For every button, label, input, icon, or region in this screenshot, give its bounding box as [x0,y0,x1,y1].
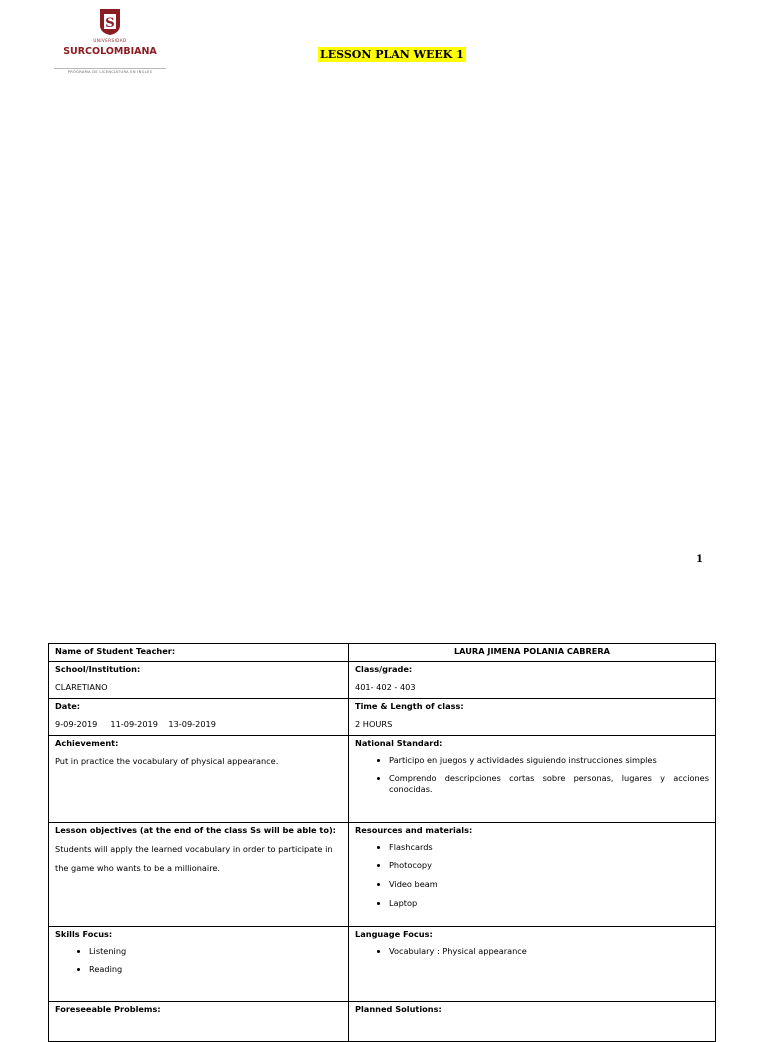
shield-icon [98,8,122,36]
skills-cell [49,927,349,1002]
logo-university-name: SURCOLOMBIANA [63,46,157,57]
time-value: 2 HOURS [355,718,393,729]
problems-label: Foreseeable Problems: [55,1004,161,1014]
university-logo [54,8,166,74]
list-item: • Comprendo descripciones cortas sobre personas, lugares y acciones conocidas. [389,773,709,794]
logo-program-text: PROGRAMA DE LICENCIATURA EN INGLÉS [67,70,153,74]
date-label: Date: [55,701,81,711]
problems-cell [49,1002,349,1042]
list-item: • Participo en juegos y actividades siguiendo instrucciones simples [389,755,709,766]
list-item: • Vocabulary : Physical appearance [389,946,709,957]
objectives-value: Students will apply the learned vocabulary in order to participate in the game who wants to be a millionaire. [55,843,333,874]
school-label: School/Institution: [55,664,141,674]
class-grade-label: Class/grade: [355,664,413,674]
language-label: Language Focus: [355,929,433,939]
date-cell [49,699,349,736]
objectives-label: Lesson objectives (at the end of the class Ss will be able to): [55,825,336,835]
resources-label: Resources and materials: [355,825,473,835]
table-row [49,823,716,927]
list-item: • Reading [89,964,342,975]
class-grade-cell [349,662,716,699]
language-cell [349,927,716,1002]
student-teacher-label-cell [49,644,349,662]
student-teacher-label: Name of Student Teacher: [55,646,176,656]
student-teacher-value-cell [349,644,716,662]
skills-list [55,946,342,975]
list-item: • Listening [89,946,342,957]
time-label: Time & Length of class: [355,701,464,711]
list-item: • Photocopy [389,860,709,871]
document-title: LESSON PLAN WEEK 1 [320,48,464,61]
table-row [49,1002,716,1042]
table-row [49,662,716,699]
table-row [49,644,716,662]
solutions-label: Planned Solutions: [355,1004,442,1014]
table-row [49,736,716,823]
national-standard-cell [349,736,716,823]
objectives-cell [49,823,349,927]
school-value: CLARETIANO [55,681,108,692]
skills-label: Skills Focus: [55,929,113,939]
list-item: • Video beam [389,879,709,890]
logo-small-text: UNIVERSIDAD [93,38,127,43]
achievement-value: Put in practice the vocabulary of physical appearance. [55,755,279,766]
national-standard-list [355,755,709,795]
class-grade-value: 401- 402 - 403 [355,681,416,692]
achievement-label: Achievement: [55,738,119,748]
list-item: • Laptop [389,898,709,909]
table-row [49,699,716,736]
solutions-cell [349,1002,716,1042]
list-item: • Flashcards [389,842,709,853]
achievement-cell [49,736,349,823]
language-list [355,946,709,957]
time-cell [349,699,716,736]
logo-divider [54,68,166,69]
page-number: 1 [696,554,703,565]
national-standard-label: National Standard: [355,738,443,748]
resources-list [355,842,709,909]
school-cell [49,662,349,699]
student-teacher-value: LAURA JIMENA POLANIA CABRERA [453,646,611,656]
resources-cell [349,823,716,927]
date-value: 9-09-2019 11-09-2019 13-09-2019 [55,718,216,729]
table-row [49,927,716,1002]
svg-text:S: S [105,16,115,31]
lesson-plan-table [48,643,716,1042]
